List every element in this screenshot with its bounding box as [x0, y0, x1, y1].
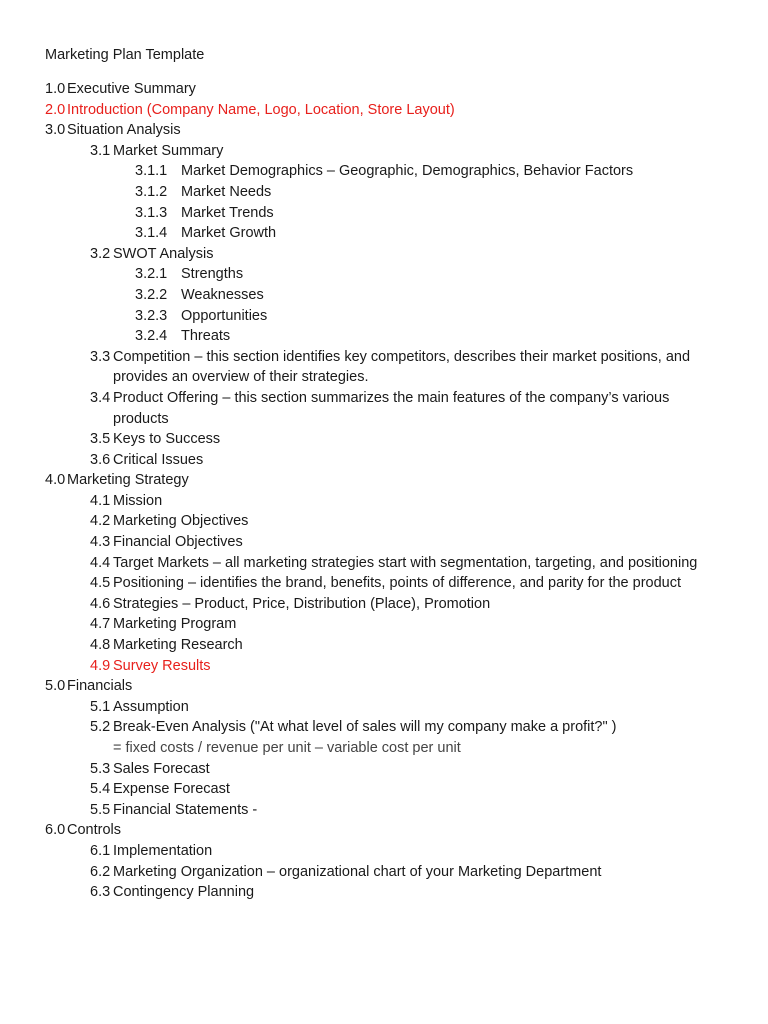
item-text: Financial Objectives [113, 534, 243, 551]
item-number: 5.5 [90, 801, 111, 818]
outline-item-5-2 [0, 717, 768, 738]
item-number: 4.7 [90, 616, 111, 633]
item-text: Positioning – identifies the brand, benefits, points of difference, and parity for the product [113, 575, 682, 592]
item-number: 1.0 [45, 81, 66, 97]
item-number: 4.0 [45, 472, 66, 489]
item-number: 3.2.3 [135, 307, 168, 324]
outline-item-4-8 [0, 635, 768, 656]
item-text: products [113, 410, 169, 427]
item-text: Financials [67, 678, 133, 695]
item-number: 6.0 [45, 822, 66, 839]
item-text: Marketing Objectives [113, 513, 249, 530]
item-number: 5.3 [90, 760, 111, 777]
outline-item-3-4 [0, 388, 768, 409]
item-number: 4.8 [90, 637, 111, 654]
outline-item-3-4-continued [0, 409, 768, 430]
outline-item-3-2-3 [0, 306, 768, 327]
outline-item-3-2-4 [0, 326, 768, 347]
outline-item-3-0 [0, 120, 768, 141]
outline-item-4-3 [0, 532, 768, 553]
item-text: Marketing Strategy [67, 472, 189, 489]
item-number: 6.2 [90, 863, 111, 880]
item-text: Break-Even Analysis ("At what level of sales will my company make a profit?" ) [113, 719, 617, 736]
item-text: Weaknesses [181, 286, 264, 303]
item-number: 4.1 [90, 492, 111, 509]
outline-item-6-1 [0, 841, 768, 862]
outline-item-4-6 [0, 594, 768, 615]
item-text: Marketing Program [113, 616, 237, 633]
item-text: Market Summary [113, 142, 224, 159]
outline-item-3-2-2 [0, 285, 768, 306]
outline-item-4-4 [0, 553, 768, 574]
item-text: Marketing Organization – organizational chart of your Marketing Department [113, 863, 602, 880]
item-text: Situation Analysis [67, 122, 181, 139]
item-number: 3.0 [45, 122, 66, 139]
item-number: 5.1 [90, 698, 111, 715]
outline-item-3-3-continued [0, 367, 768, 388]
item-text: Strengths [181, 266, 244, 283]
item-number: 3.1 [90, 142, 111, 159]
item-number: 4.3 [90, 534, 111, 551]
item-number: 3.3 [90, 348, 111, 365]
item-text: Market Needs [181, 183, 272, 200]
item-number: 3.1.1 [135, 163, 168, 180]
outline-item-3-2 [0, 244, 768, 265]
outline-item-4-1 [0, 491, 768, 512]
outline-list [0, 79, 768, 903]
outline-item-4-2 [0, 511, 768, 532]
item-number: 5.4 [90, 781, 111, 798]
item-number: 3.2 [90, 245, 111, 262]
item-number: 4.5 [90, 575, 111, 592]
item-number: 3.5 [90, 431, 111, 448]
item-text: Introduction (Company Name, Logo, Location, Store Layout) [67, 101, 455, 118]
item-text: Financial Statements - [113, 801, 258, 818]
item-number: 5.2 [90, 719, 111, 736]
outline-item-4-7 [0, 614, 768, 635]
item-text: Opportunities [181, 307, 268, 324]
item-text: Market Demographics – Geographic, Demographics, Behavior Factors [181, 163, 634, 180]
item-text: Mission [113, 492, 163, 509]
outline-item-6-0 [0, 820, 768, 841]
outline-item-3-1-3 [0, 203, 768, 224]
outline-item-1-0 [0, 79, 768, 100]
outline-item-4-9 [0, 656, 768, 677]
item-number: 2.0 [45, 101, 66, 118]
item-text: Critical Issues [113, 451, 204, 468]
item-number: 3.2.2 [135, 286, 168, 303]
item-text: Executive Summary [67, 81, 196, 97]
outline-item-3-5 [0, 429, 768, 450]
item-text: Sales Forecast [113, 760, 210, 777]
item-text: Marketing Research [113, 637, 243, 654]
outline-item-3-6 [0, 450, 768, 471]
outline-item-4-5 [0, 573, 768, 594]
document-title: Marketing Plan Template [45, 47, 205, 63]
item-number: 3.2.1 [135, 266, 168, 283]
outline-item-5-4 [0, 779, 768, 800]
outline-item-5-1 [0, 697, 768, 718]
item-text: Assumption [113, 698, 189, 715]
item-text: Target Markets – all marketing strategies start with segmentation, targeting, and positioning [113, 554, 698, 571]
item-number: 3.4 [90, 389, 111, 406]
item-number: 3.2.4 [135, 328, 168, 345]
item-number: 3.1.3 [135, 204, 168, 221]
break-even-formula [0, 738, 768, 759]
outline-item-3-1 [0, 141, 768, 162]
item-number: 4.4 [90, 554, 111, 571]
item-text: Contingency Planning [113, 884, 255, 901]
item-number: 5.0 [45, 678, 66, 695]
item-number: 6.1 [90, 842, 111, 859]
outline-item-3-1-4 [0, 223, 768, 244]
outline-item-5-3 [0, 759, 768, 780]
outline-item-3-3 [0, 347, 768, 368]
item-text: provides an overview of their strategies. [113, 369, 369, 386]
item-number: 4.6 [90, 595, 111, 612]
item-text: Threats [181, 328, 231, 345]
item-text: Implementation [113, 842, 213, 859]
item-number: 3.1.2 [135, 183, 168, 200]
outline-item-5-5 [0, 800, 768, 821]
outline-item-6-2 [0, 862, 768, 883]
item-text: Keys to Success [113, 431, 221, 448]
item-text: Strategies – Product, Price, Distribution (Place), Promotion [113, 595, 491, 612]
item-number: 3.6 [90, 451, 111, 468]
item-text: Competition – this section identifies key competitors, describes their market positions, and [113, 348, 691, 365]
outline-item-2-0 [0, 100, 768, 121]
outline-item-3-1-2 [0, 182, 768, 203]
item-number: 4.9 [90, 657, 111, 674]
item-number: 4.2 [90, 513, 111, 530]
item-number: 6.3 [90, 884, 111, 901]
outline-item-6-3 [0, 882, 768, 903]
outline-item-4-0 [0, 470, 768, 491]
item-text: SWOT Analysis [113, 245, 214, 262]
outline-item-5-0 [0, 676, 768, 697]
item-text: Survey Results [113, 657, 211, 674]
item-text: Market Trends [181, 204, 274, 221]
item-text: = fixed costs / revenue per unit – variable cost per unit [113, 740, 461, 756]
item-text: Controls [67, 822, 121, 839]
outline-item-3-2-1 [0, 264, 768, 285]
item-number: 3.1.4 [135, 225, 168, 242]
item-text: Market Growth [181, 225, 277, 242]
item-text: Expense Forecast [113, 781, 230, 798]
item-text: Product Offering – this section summarizes the main features of the company’s various [113, 389, 670, 406]
outline-item-3-1-1 [0, 161, 768, 182]
